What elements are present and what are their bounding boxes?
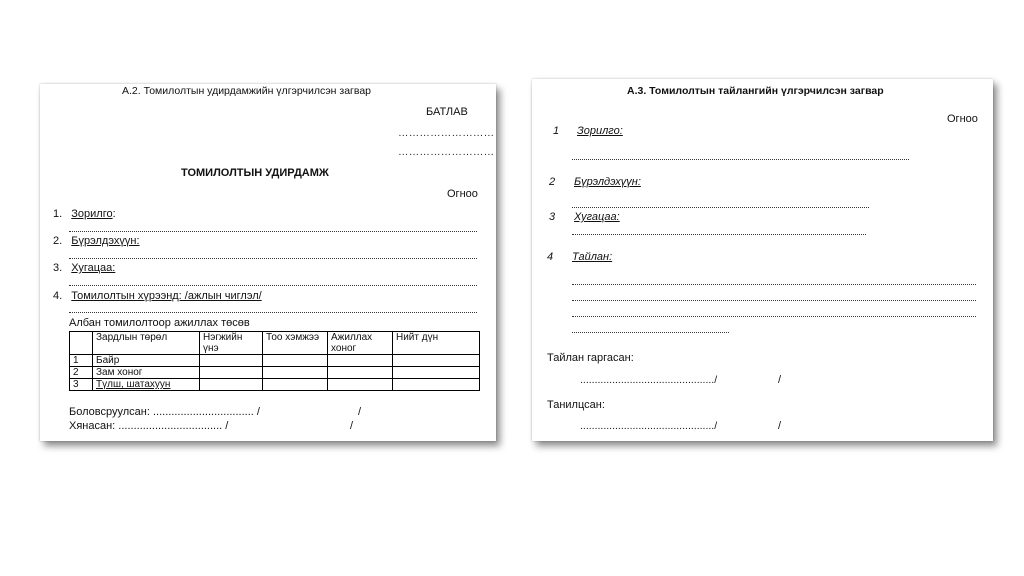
reviewed-by-line: .................................. / [118, 420, 229, 432]
list-item-purpose [53, 208, 116, 220]
acquainted-line: ............................................../ [580, 420, 718, 432]
fill-line [572, 316, 976, 317]
list-item-composition [53, 235, 140, 247]
delegation-form-document [40, 84, 496, 441]
item-label: Хугацаа: [71, 262, 116, 274]
approve-label: БАТЛАВ [426, 106, 468, 118]
item-number: 3. [53, 262, 63, 274]
item-label-composition: Бүрэлдэхүүн: [574, 176, 641, 188]
fill-line [572, 207, 869, 208]
fill-line [69, 285, 477, 286]
item-label: Томилолтын хүрээнд: /ажлын чиглэл/ [71, 290, 262, 302]
item-label-duration: Хугацаа: [574, 211, 620, 223]
fill-line [572, 159, 909, 160]
item-label-purpose: Зорилго: [577, 125, 623, 137]
table-cell [200, 367, 263, 379]
fill-line [572, 300, 976, 301]
table-cell: Түлш, шатахуун [93, 379, 200, 391]
fill-line [572, 284, 976, 285]
table-cell: Байр [93, 355, 200, 367]
table-header-cell: Ажиллах хоног [328, 332, 393, 355]
table-cell: Зам хоног [93, 367, 200, 379]
table-header-cell: Зардлын төрөл [93, 332, 200, 355]
table-cell [263, 379, 328, 391]
item-number: 3 [549, 211, 556, 223]
table-cell [393, 355, 480, 367]
date-label: Огноо [447, 188, 478, 200]
table-row [70, 379, 480, 391]
item-number: 2 [549, 176, 556, 188]
report-by-label: Тайлан гаргасан: [547, 352, 634, 364]
item-number: 2. [53, 235, 63, 247]
acquainted-label: Танилцсан: [547, 399, 605, 411]
approve-date-line: ……………………… [398, 146, 495, 158]
table-row [70, 367, 480, 379]
reviewed-by-slash: / [350, 420, 354, 432]
budget-title: Албан томилолтоор ажиллах төсөв [69, 317, 250, 329]
acquainted-slash: / [778, 420, 782, 432]
form-heading: А.2. Томилолтын удирдамжийн үлгэрчилсэн загвар [122, 85, 372, 97]
prepared-by-label: Боловсруулсан: [69, 406, 150, 418]
item-label: Зорилго [71, 208, 113, 220]
prepared-by-slash: / [358, 406, 362, 418]
table-cell [200, 355, 263, 367]
table-cell [200, 379, 263, 391]
table-row [70, 355, 480, 367]
document-title: ТОМИЛОЛТЫН УДИРДАМЖ [181, 167, 329, 179]
list-item-duration [53, 262, 115, 274]
prepared-by-row [69, 406, 260, 418]
form-heading: А.3. Томилолтын тайлангийн үлгэрчилсэн загвар [627, 85, 884, 97]
table-header-cell: Нийт дүн [393, 332, 480, 355]
prepared-by-line: ................................. / [152, 406, 260, 418]
item-colon: : [112, 208, 116, 220]
date-label: Огноо [947, 113, 978, 125]
item-number: 1. [53, 208, 63, 220]
reviewed-by-row [69, 420, 228, 432]
table-header-cell [70, 332, 93, 355]
table-cell: 3 [70, 379, 93, 391]
report-by-line: ............................................../ [580, 374, 718, 386]
fill-line [572, 332, 729, 333]
fill-line [572, 234, 866, 235]
item-label-report: Тайлан: [572, 251, 613, 263]
budget-table [69, 331, 480, 391]
item-number: 4 [547, 251, 554, 263]
item-number: 1 [553, 125, 560, 137]
table-cell [393, 379, 480, 391]
list-item-scope [53, 290, 262, 302]
fill-line [69, 258, 477, 259]
table-header-cell: Тоо хэмжээ [263, 332, 328, 355]
item-number: 4. [53, 290, 63, 302]
report-form-document [532, 79, 993, 441]
table-cell [328, 367, 393, 379]
approve-signature-line: ……………………… [398, 127, 495, 139]
table-cell [393, 367, 480, 379]
table-cell [328, 355, 393, 367]
fill-line [69, 312, 477, 313]
table-cell [263, 367, 328, 379]
table-header-row [70, 332, 480, 355]
table-cell [263, 355, 328, 367]
table-cell: 1 [70, 355, 93, 367]
table-header-cell: Нэгжийн үнэ [200, 332, 263, 355]
fill-line [69, 231, 477, 232]
table-cell [328, 379, 393, 391]
table-cell: 2 [70, 367, 93, 379]
item-label: Бүрэлдэхүүн: [71, 235, 140, 247]
reviewed-by-label: Хянасан: [69, 420, 116, 432]
report-by-slash: / [778, 374, 782, 386]
